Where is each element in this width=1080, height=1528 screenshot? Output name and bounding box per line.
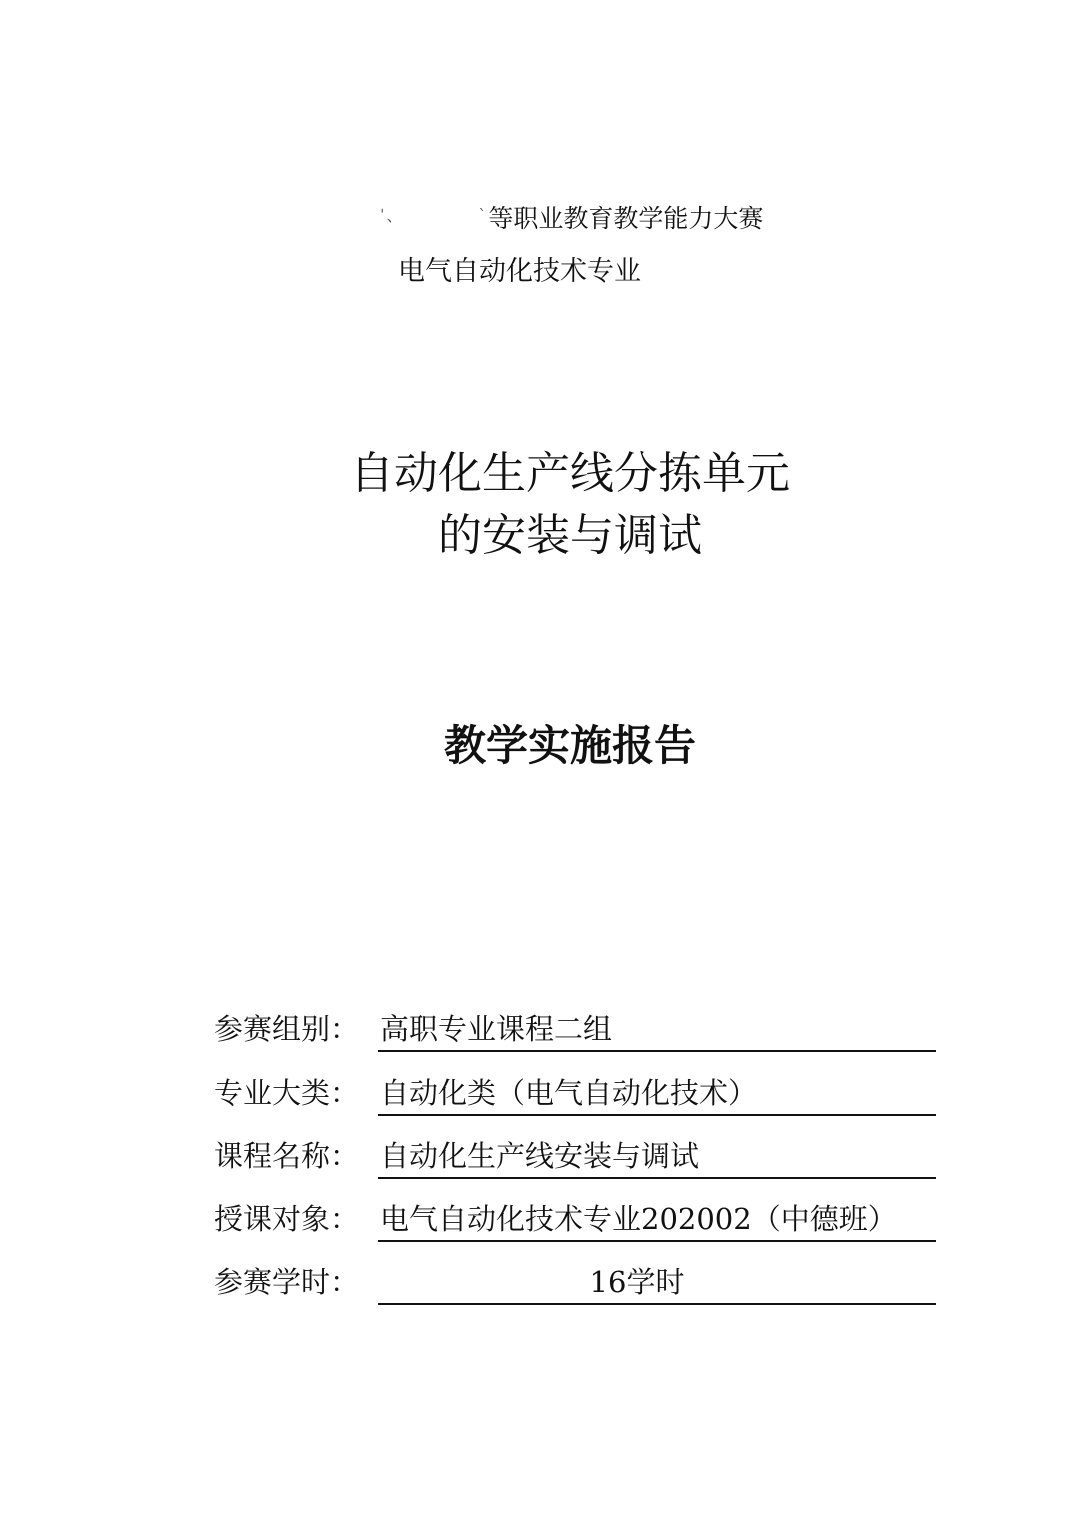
info-row-major-category [214, 1070, 936, 1116]
info-value: 16学时 [378, 1259, 936, 1305]
document-title-line-2: 的安装与调试 [438, 510, 702, 561]
info-value: 自动化生产线安装与调试 [378, 1133, 936, 1179]
major-name: 电气自动化技术专业 [398, 256, 641, 287]
info-row-competition-group [214, 1006, 936, 1052]
info-row-class-hours [214, 1259, 936, 1305]
info-value: 高职专业课程二组 [378, 1006, 936, 1052]
competition-title-text: 等职业教育教学能力大赛 [488, 204, 764, 233]
info-label: 参赛学时： [214, 1265, 360, 1299]
info-label: 授课对象： [214, 1202, 360, 1236]
info-label: 参赛组别： [214, 1012, 360, 1046]
competition-title-fragment-2: ˋ [478, 206, 489, 225]
info-row-course-name [214, 1133, 936, 1179]
report-title: 教学实施报告 [443, 721, 696, 770]
info-label: 专业大类： [214, 1076, 360, 1110]
info-label: 课程名称： [214, 1139, 360, 1173]
info-value: 自动化类（电气自动化技术） [378, 1070, 936, 1116]
competition-title-fragment-1: ˈ、 [380, 206, 405, 225]
competition-title [380, 198, 820, 237]
info-row-students [214, 1196, 936, 1242]
document-title-line-1: 自动化生产线分拣单元 [350, 448, 790, 499]
info-value: 电气自动化技术专业202002（中德班） [378, 1196, 936, 1242]
